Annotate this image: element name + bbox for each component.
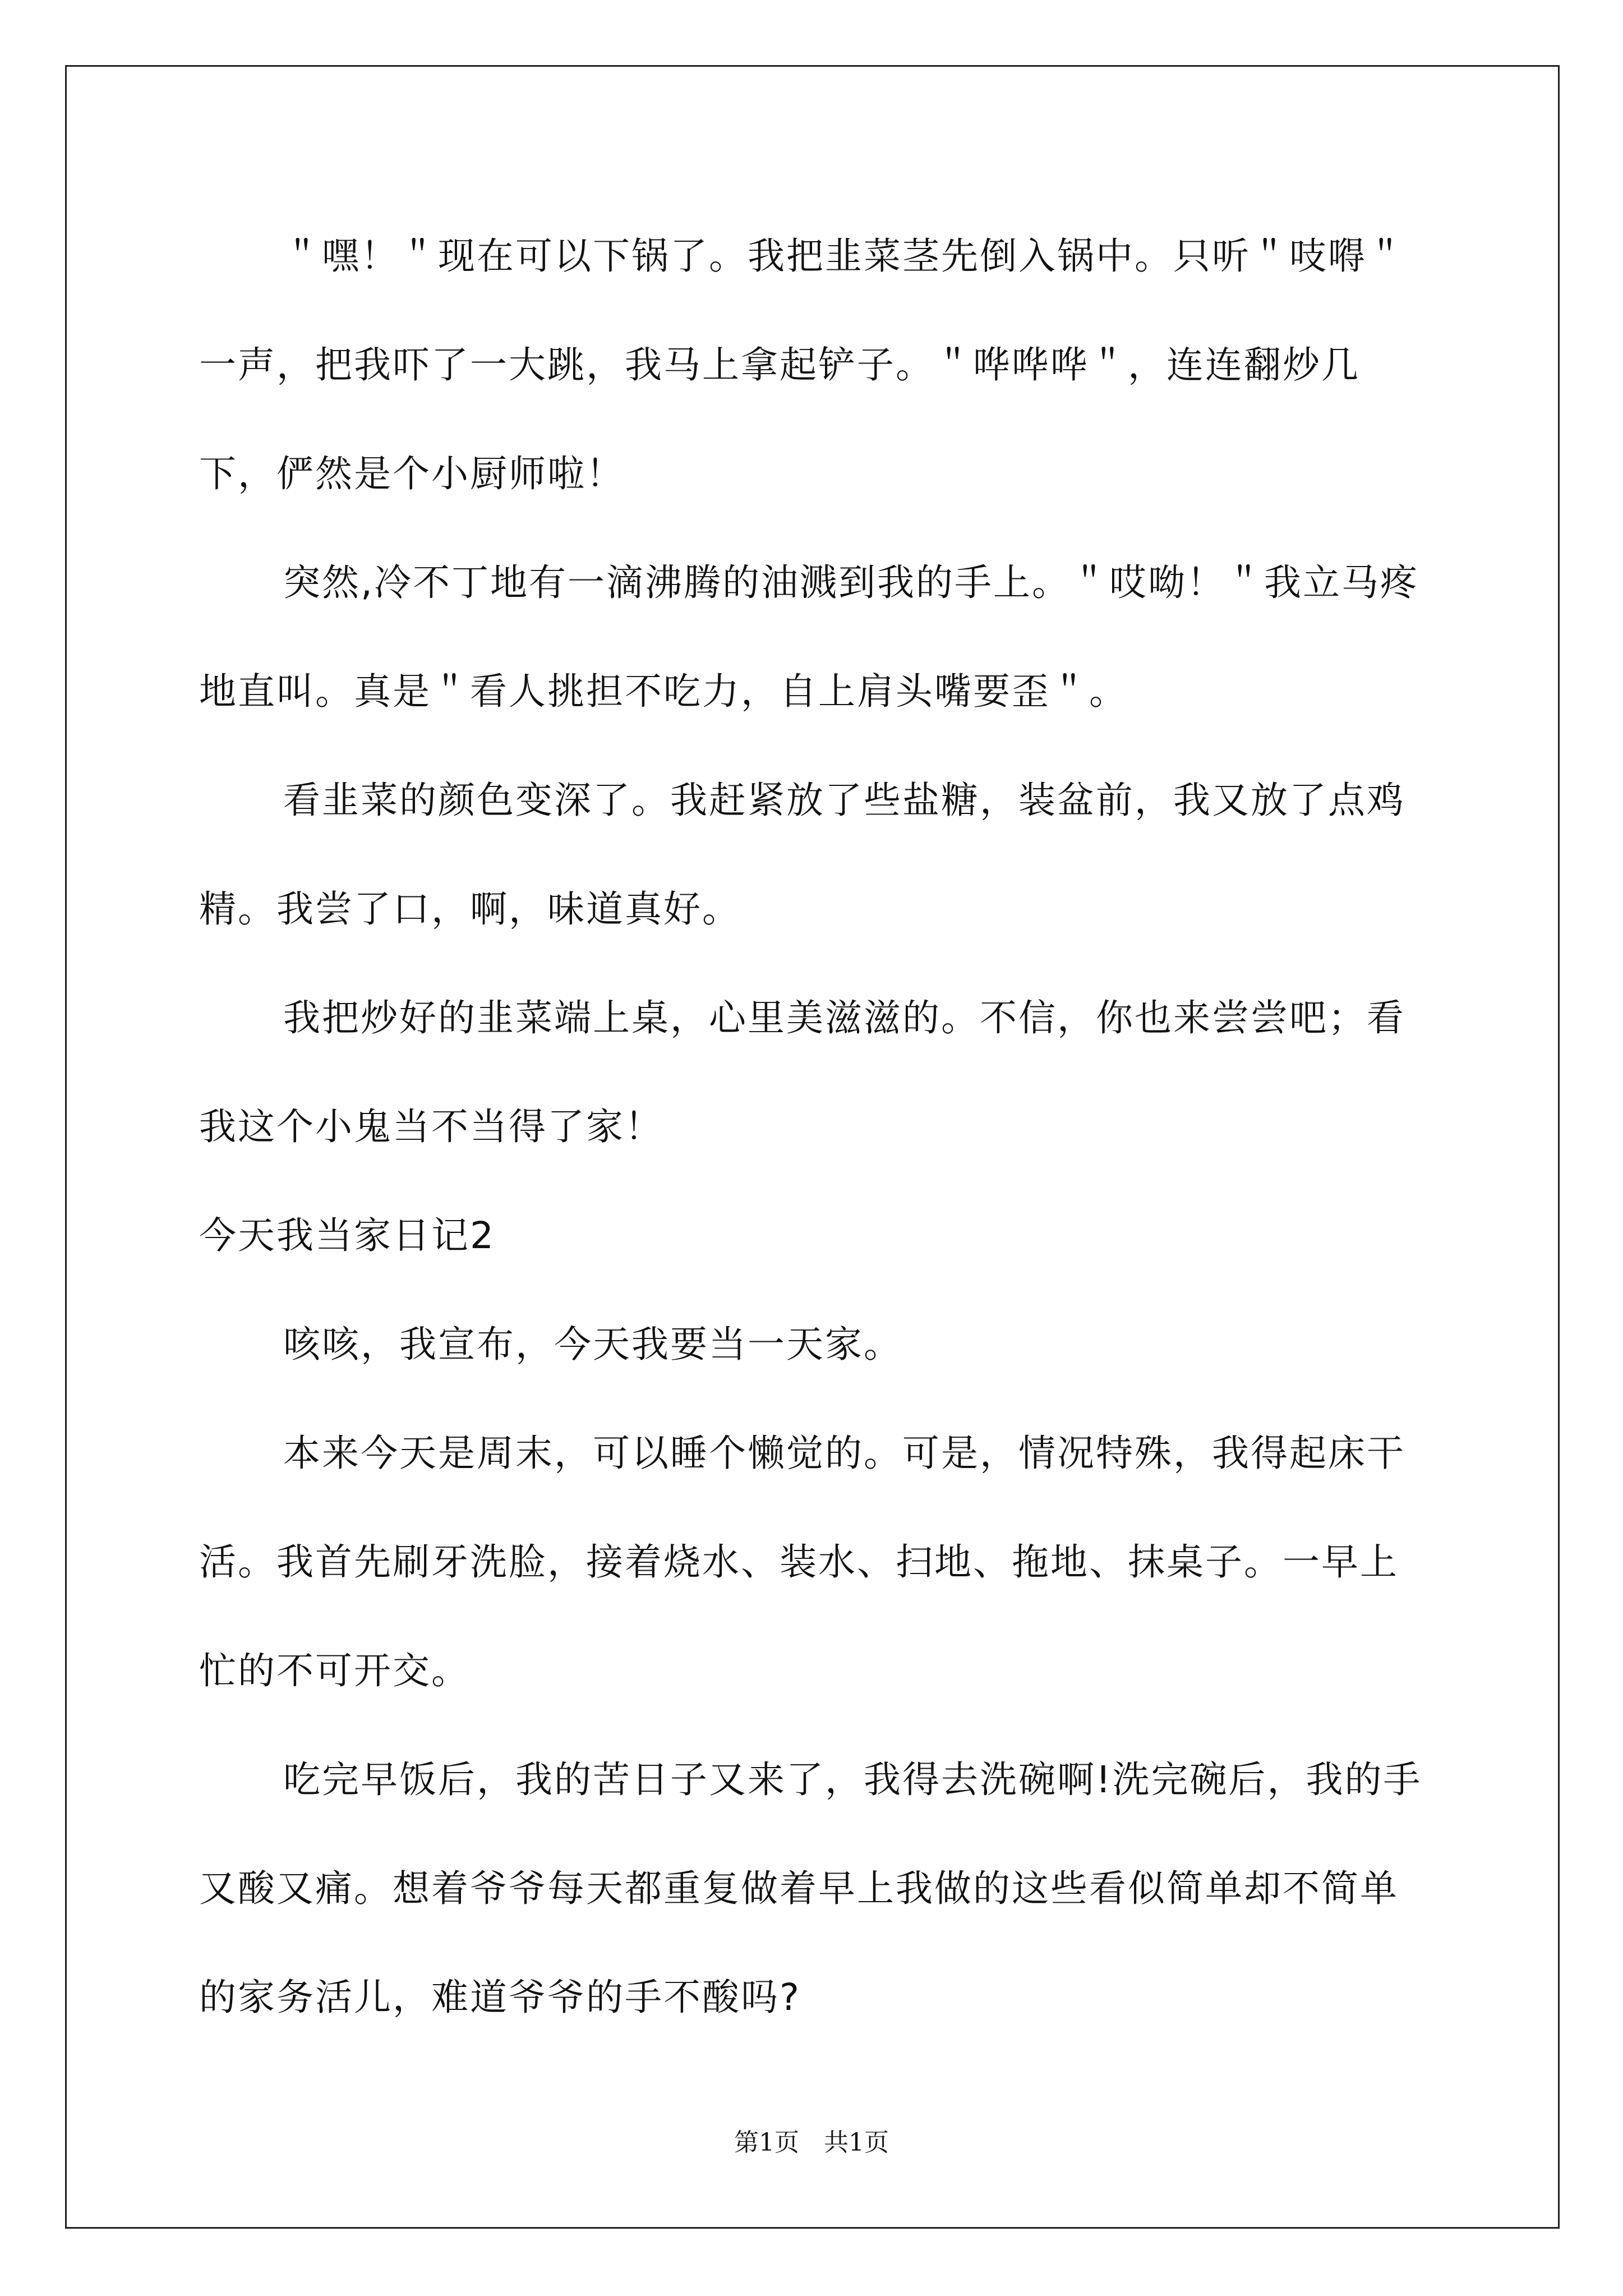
paragraph-5: 咳咳，我宣布，今天我要当一天家。 bbox=[283, 1323, 902, 1366]
paragraph-3: 看韭菜的颜色变深了。我赶紧放了些盐糖，装盆前，我又放了点鸡精。我尝了口，啊，味道真好。 bbox=[199, 779, 1405, 931]
paragraph-6: 本来今天是周末，可以睡个懒觉的。可是，情况特殊，我得起床干活。我首先刷牙洗脸，接着烧水、装水、扫地、拖地、抹桌子。一早上忙的不可开交。 bbox=[199, 1432, 1405, 1692]
paragraph-1: ＂嘿！＂现在可以下锅了。我把韭菜茎先倒入锅中。只听＂吱嘚＂一声，把我吓了一大跳，我马上拿起铲子。＂哗哗哗＂，连连翻炒几下，俨然是个小厨师啦！ bbox=[199, 234, 1405, 495]
page-footer: 第1页 共1页 bbox=[734, 2128, 889, 2157]
paragraph-4: 我把炒好的韭菜端上桌，心里美滋滋的。不信，你也来尝尝吧；看我这个小鬼当不当得了家！ bbox=[199, 996, 1405, 1148]
paragraph-7: 吃完早饭后，我的苦日子又来了，我得去洗碗啊!洗完碗后，我的手又酸又痛。想着爷爷每天都重复做着早上我做的这些看似简单却不简单的家务活儿，难道爷爷的手不酸吗? bbox=[199, 1758, 1422, 2019]
document-body bbox=[199, 202, 1433, 2052]
section-heading: 今天我当家日记2 bbox=[199, 1214, 495, 1257]
paragraph-2: 突然,冷不丁地有一滴沸腾的油溅到我的手上。＂哎呦！＂我立马疼地直叫。真是＂看人挑担不吃力，自上肩头嘴要歪＂。 bbox=[199, 561, 1419, 713]
